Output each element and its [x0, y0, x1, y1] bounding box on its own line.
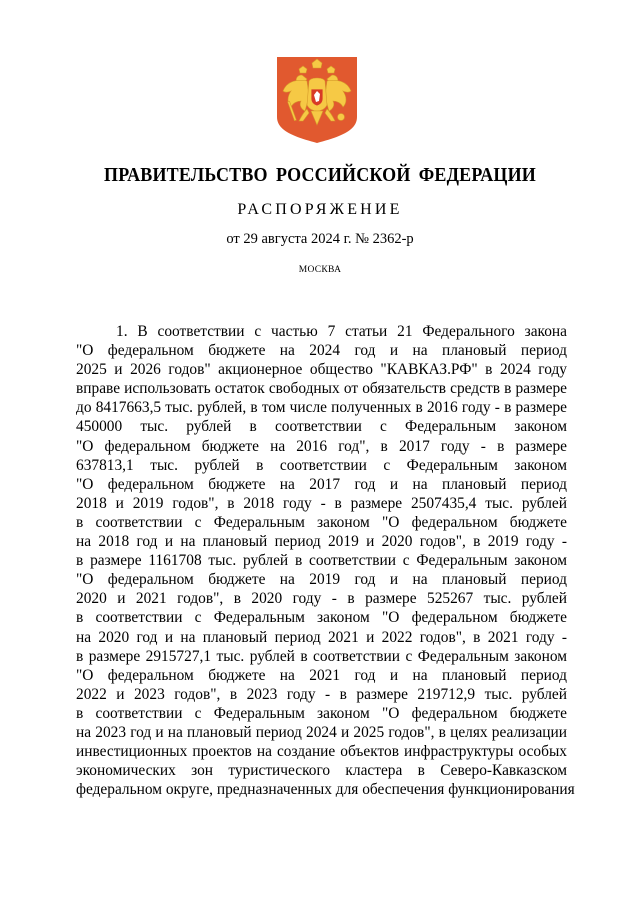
body-line: в соответствии с Федеральным законом "О федеральном бюджете: [76, 609, 567, 627]
russian-coat-of-arms-icon: [277, 57, 357, 143]
body-line: "О федеральном бюджете на 2017 год и на плановый период: [76, 475, 567, 493]
body-line: 2020 и 2021 годов", в 2020 году - в размере 525267 тыс. рублей: [76, 590, 567, 608]
body-line: "О федеральном бюджете на 2021 год и на плановый период: [76, 666, 567, 684]
document-date-number: от 29 августа 2024 г. № 2362-р: [226, 231, 414, 247]
document-type: РАСПОРЯЖЕНИЕ: [237, 201, 403, 218]
body-line: инвестиционных проектов на создание объектов инфраструктуры особых: [76, 743, 567, 761]
body-line: федеральном округе, предназначенных для обеспечения функционирования: [76, 781, 575, 799]
body-line: на 2020 год и на плановый период 2021 и 2022 годов", в 2021 году -: [76, 628, 567, 646]
body-line: в соответствии с Федеральным законом "О федеральном бюджете: [76, 513, 567, 531]
body-line: 2018 и 2019 годов", в 2018 году - в размере 2507435,4 тыс. рублей: [76, 494, 567, 512]
document-body: [76, 322, 575, 799]
body-line: "О федеральном бюджете на 2024 год и на плановый период: [76, 342, 567, 360]
body-line: 2022 и 2023 годов", в 2023 году - в размере 219712,9 тыс. рублей: [76, 685, 567, 703]
body-line: "О федеральном бюджете на 2019 год и на плановый период: [76, 571, 567, 589]
body-line: в размере 2915727,1 тыс. рублей в соответствии с Федеральным законом: [76, 647, 567, 665]
body-line: в размере 1161708 тыс. рублей в соответствии с Федеральным законом: [76, 552, 567, 570]
body-line: вправе использовать остаток свободных от обязательств средств в размере: [76, 380, 567, 398]
body-line: в соответствии с Федеральным законом "О федеральном бюджете: [76, 704, 567, 722]
government-title: ПРАВИТЕЛЬСТВО РОССИЙСКОЙ ФЕДЕРАЦИИ: [104, 164, 536, 186]
body-line: "О федеральном бюджете на 2016 год", в 2017 году - в размере: [76, 437, 567, 455]
body-line: на 2023 год и на плановый период 2024 и 2025 годов", в целях реализации: [76, 723, 567, 741]
body-line: 1. В соответствии с частью 7 статьи 21 Федерального закона: [116, 323, 567, 340]
body-line: 450000 тыс. рублей в соответствии с Федеральным законом: [76, 418, 567, 436]
document-city: МОСКВА: [298, 265, 342, 275]
body-line: 2025 и 2026 годов" акционерное общество "КАВКАЗ.РФ" в 2024 году: [76, 361, 567, 379]
body-line: на 2018 год и на плановый период 2019 и 2020 годов", в 2019 году -: [76, 533, 567, 551]
body-line: 637813,1 тыс. рублей в соответствии с Федеральным законом: [76, 456, 567, 474]
body-line: до 8417663,5 тыс. рублей, в том числе полученных в 2016 году - в размере: [76, 399, 567, 417]
body-line: экономических зон туристического кластера в Северо-Кавказском: [76, 762, 567, 780]
